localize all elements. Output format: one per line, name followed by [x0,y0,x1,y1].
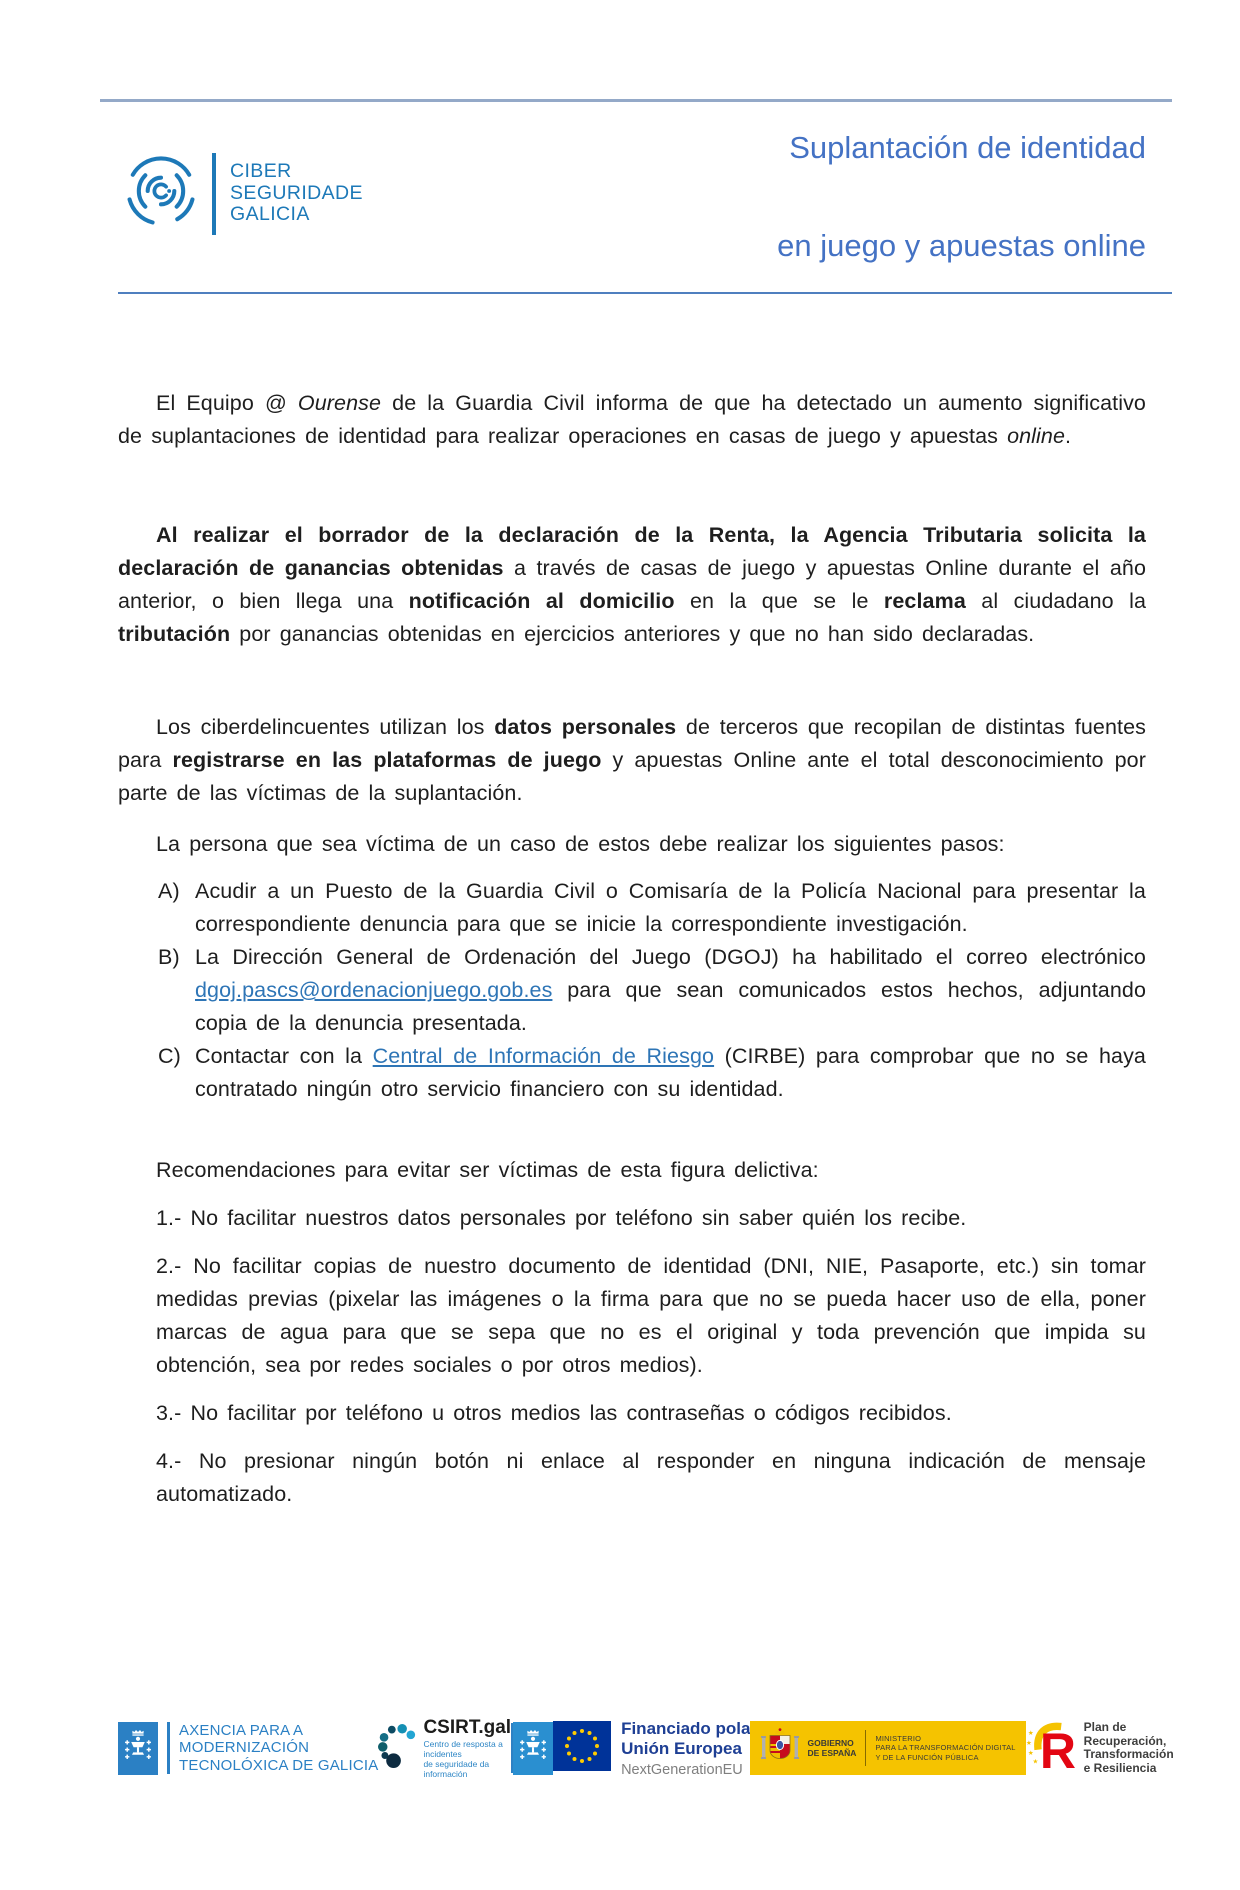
bold-segment: datos personales [494,715,677,739]
gobierno-divider [865,1730,866,1766]
recommendation-4: 4.- No presionar ningún botón ni enlace al responder en ninguna indicación de mensaje automatizado. [156,1449,1146,1506]
brand-line: SEGURIDADE [230,181,363,204]
csirt-logo [378,1717,511,1779]
plan-line: Plan de [1083,1720,1127,1734]
recommendation-3: 3.- No facilitar por teléfono u otros medios las contraseñas o códigos recibidos. [156,1401,952,1425]
gobierno-espana-logo [750,1721,1025,1775]
text-segment: Contactar con la [195,1044,373,1068]
bold-segment: reclama [883,589,966,613]
svg-text:★: ★ [1027,1728,1034,1737]
step-item-c [158,1040,1146,1106]
italic-segment: online [1007,424,1066,448]
amtega-logo [118,1722,378,1775]
text-segment: y apuestas Online ante el total desconocimiento por parte de las víctimas de la suplantación. [118,748,1146,805]
title-line-1: Suplantación de identidad [789,130,1146,165]
next-generation-eu-label: NextGenerationEU [621,1761,743,1778]
recommendation-1: 1.- No facilitar nuestros datos personales por teléfono sin saber quién los recibe. [156,1206,967,1230]
footer-logos-bar [118,1712,1174,1784]
eu-funding-line: Financiado pola [621,1718,751,1738]
svg-text:R: R [1039,1722,1076,1772]
csirt-name: CSIRT.gal [423,1717,512,1738]
brand-line: GALICIA [230,203,310,226]
plan-recovery-tr-icon [1026,1720,1076,1777]
plan-line: Recuperación, [1083,1733,1167,1748]
csirt-subtitle-line: Centro de resposta a incidentes [423,1739,503,1759]
recommendation-2: 2.- No facilitar copias de nuestro documento de identidad (DNI, NIE, Pasaporte, etc.) sin tomar medidas previas (pixelar las imágenes o la firma para que no se pueda hacer uso de ella, poner marcas de agua para que se sepa que no es el original y toda prevención que impida su obtención, sea por redes sociales o por otros medios). [156,1254,1146,1377]
title-line-2: en juego y apuestas online [777,228,1146,263]
eu-funding-text [621,1719,750,1778]
brand-line: CIBER [230,160,292,183]
plan-line: Transformación [1083,1747,1174,1761]
spain-coat-of-arms-icon [760,1726,800,1771]
text-segment: El Equipo @ [156,391,298,415]
renta-paragraph [118,519,1146,651]
csirt-circles-icon [378,1723,416,1774]
ministerio-name [875,1734,1015,1763]
ministerio-line: PARA LA TRANSFORMACIÓN DIGITAL [875,1743,1016,1753]
italic-segment: Ourense [297,391,382,415]
brand-wordmark [230,161,363,226]
bold-segment: notificación al domicilio [408,589,675,613]
gobierno-line: DE ESPAÑA [807,1748,857,1758]
bold-segment: Al realizar el borrador de la declaración de la Renta, la Agencia Tributaria solicita la declaración de ganancias obtenidas [118,523,1146,580]
ministerio-line: Y DE LA FUNCIÓN PÚBLICA [875,1752,979,1762]
text-segment: . [1065,424,1072,448]
eu-funding-line: Unión Europea [621,1738,742,1758]
step-marker: C) [158,1044,181,1068]
cirbe-link[interactable]: Central de Información de Riesgo [372,1044,715,1068]
bold-segment: tributación [118,622,231,646]
gobierno-line: GOBIERNO [807,1738,854,1748]
bold-segment: registrarse en las plataformas de juego [172,748,602,772]
step-item-a [158,875,1146,941]
plan-recuperacion-logo [1026,1720,1174,1777]
eu-flag-icon [553,1721,611,1776]
document-header [118,128,1146,288]
top-divider [100,99,1172,102]
text-segment: (CIRBE) para comprobar que no se haya contratado ningún otro servicio financiero con su identidad. [195,1044,1146,1101]
steps-list [158,875,1146,1106]
galicia-crest-icon [118,1722,158,1775]
csirt-subtitle-line: de seguridade da información [423,1759,490,1779]
text-segment: por ganancias obtenidas en ejercicios anteriores y que no han sido declaradas. [230,622,1035,646]
svg-text:★: ★ [1027,1748,1034,1757]
text-segment: al ciudadano la [965,589,1147,613]
gobierno-name [807,1738,856,1758]
amtega-divider-bar [167,1722,170,1774]
amtega-wordmark [179,1722,378,1775]
csirt-wordmark [423,1717,511,1779]
eu-funding-logo [553,1719,750,1778]
step-marker: A) [158,879,180,903]
ministerio-line: MINISTERIO [875,1733,922,1743]
recommendations-intro: Recomendaciones para evitar ser víctimas de esta figura delictiva: [156,1158,819,1182]
step-item-b [158,941,1146,1040]
dgoj-email-link[interactable]: dgoj.pascs@ordenacionjuego.gob.es [195,978,553,1002]
text-segment: en la que se le [674,589,884,613]
intro-paragraph [118,387,1146,453]
text-segment: de la Guardia Civil informa de que ha detectado un aumento significativo de suplantaciones de identidad para realizar operaciones en casas de juego y apuestas [118,391,1146,448]
plan-recuperacion-text [1084,1721,1174,1775]
xunta-crest-icon [513,1722,553,1775]
amtega-line: TECNOLÓXICA DE GALICIA [179,1756,379,1774]
steps-intro-paragraph: La persona que sea víctima de un caso de estos debe realizar los siguientes pasos: [156,832,1005,856]
text-segment: Los ciberdelincuentes utilizan los [156,715,495,739]
text-segment: La Dirección General de Ordenación del Juego (DGOJ) ha habilitado el correo electrónico [195,945,1146,969]
ciberdelincuentes-paragraph [118,711,1146,810]
amtega-line: AXENCIA PARA A [179,1721,304,1739]
amtega-line: MODERNIZACIÓN [179,1739,310,1757]
plan-line: e Resiliencia [1083,1760,1157,1775]
text-segment: para que sean comunicados estos hechos, adjuntando copia de la denuncia presentada. [195,978,1146,1035]
step-marker: B) [158,945,180,969]
text-segment: de terceros que recopilan de distintas fuentes para [118,715,1146,772]
header-divider [118,292,1172,294]
text-segment: a través de casas de juego y apuestas Online durante el año anterior, o bien llega una [118,556,1146,613]
document-body [118,295,1146,1511]
text-segment: Acudir a un Puesto de la Guardia Civil o Comisaría de la Policía Nacional para presentar la correspondiente denuncia para que se inicie la correspondiente investigación. [195,879,1146,936]
svg-text:★: ★ [1032,1757,1038,1766]
svg-text:★: ★ [1025,1738,1032,1747]
